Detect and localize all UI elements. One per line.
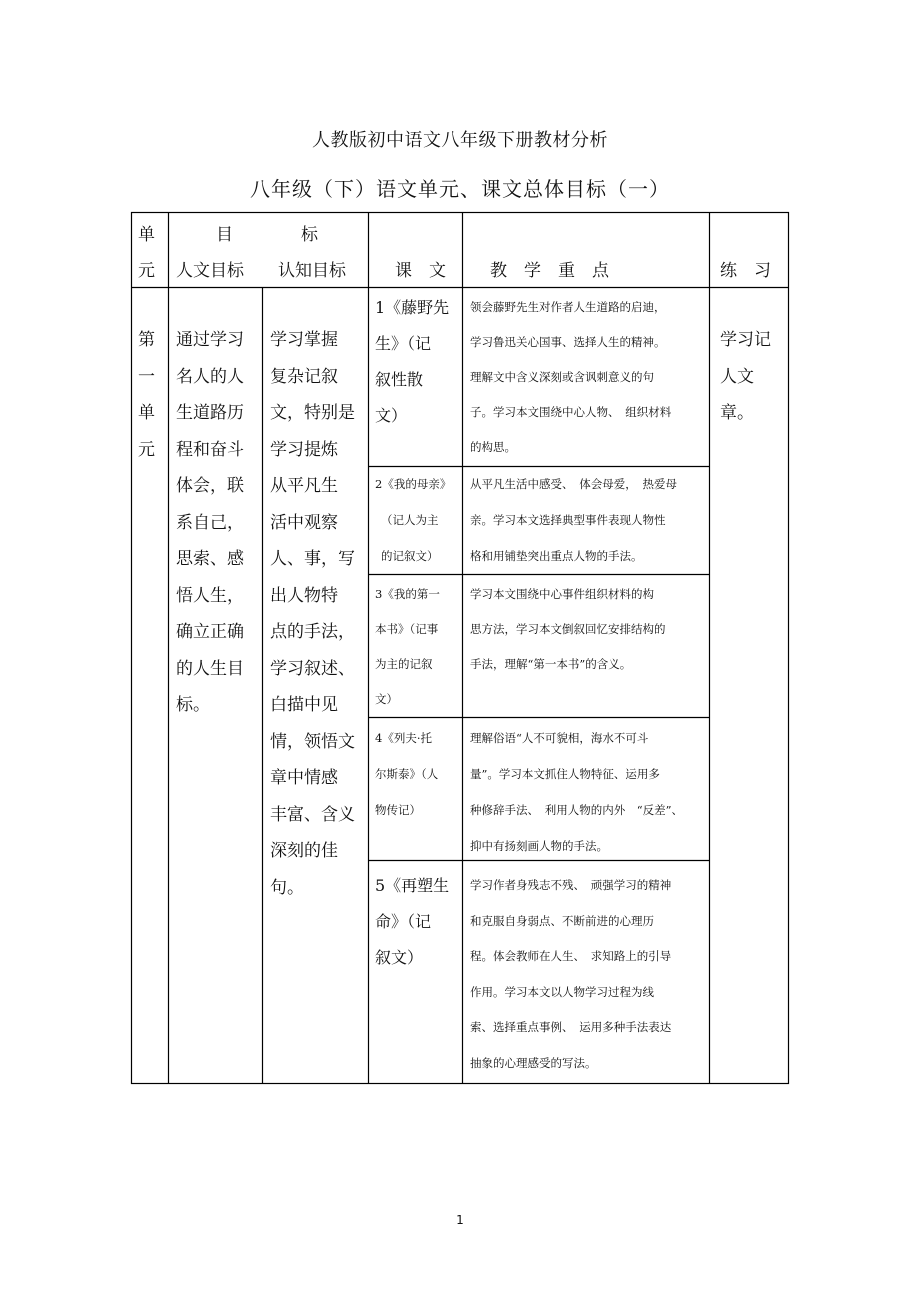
focus-line: 理解俗语“人不可貌相，海水不可斗 [470, 731, 649, 745]
focus-line: 思方法，学习本文倒叙回忆安排结构的 [470, 622, 666, 636]
goal-line: 人、事，写 [270, 549, 355, 569]
humanities-goal [176, 322, 262, 724]
goal-line: 通过学习 [176, 330, 244, 350]
focus-line: 领会藤野先生对作者人生道路的启迪， [470, 300, 666, 314]
focus-line: 抑中有扬刻画人物的手法。 [470, 839, 608, 853]
focus-line: 索、选择重点事例、 运用多种手法表达 [470, 1020, 672, 1034]
lesson-title-line: 尔斯泰》（人 [375, 767, 439, 781]
lesson-title-line: 3《我的第一 [375, 587, 440, 601]
focus-line: 量”。学习本文抓住人物特征、运用多 [470, 767, 660, 781]
header-unit-bottom: 元 [138, 261, 155, 281]
lesson-title-line: 2《我的母亲》 [375, 477, 452, 491]
goal-line: 确立正确 [176, 622, 244, 642]
goal-line: 学习叙述、 [270, 658, 355, 679]
lesson-title-line: （记人为主 [381, 513, 439, 527]
exercise-line: 学习记 [720, 330, 771, 350]
focus-line: 学习鲁迅关心国事、选择人生的精神。 [470, 335, 666, 349]
lesson-title-line: 物传记） [375, 803, 421, 817]
focus-line: 的构思。 [470, 440, 516, 454]
lesson-focus [470, 290, 708, 465]
focus-line: 格和用铺垫突出重点人物的手法。 [470, 549, 643, 563]
goal-line: 深刻的佳 [270, 841, 338, 861]
lesson-title [375, 290, 463, 434]
goal-line: 思索、感 [176, 549, 244, 569]
page-number: 1 [456, 1213, 464, 1227]
goal-line: 情，领悟文 [270, 731, 355, 752]
goal-line: 出人物特 [270, 585, 338, 606]
goal-line: 从平凡生 [270, 476, 338, 496]
focus-line: 作用。学习本文以人物学习过程为线 [470, 984, 654, 999]
lesson-title-line: 生》（记 [375, 334, 432, 353]
header-exercise: 练 习 [720, 261, 771, 281]
focus-line: 种修辞手法、 利用人物的内外 “反差”、 [470, 803, 684, 817]
header-teaching-focus: 教 学 重 点 [490, 261, 609, 281]
lesson-title-line: 的记叙文） [381, 549, 439, 563]
goal-line: 系自己， [176, 512, 244, 533]
goal-line: 句。 [270, 877, 304, 898]
goal-line: 白描中见 [270, 695, 338, 715]
lesson-title-line: 1《藤野先 [375, 298, 450, 317]
lesson-title [375, 466, 463, 574]
goal-line: 章中情感 [270, 768, 338, 788]
focus-line: 亲。学习本文选择典型事件表现人物性 [470, 513, 666, 527]
goal-line: 学习提炼 [270, 439, 338, 460]
exercise-line: 章。 [720, 403, 754, 423]
lesson-focus [470, 466, 708, 574]
lesson-focus [470, 720, 708, 864]
goal-line: 悟人生， [176, 585, 244, 606]
goal-line: 程和奋斗 [176, 439, 244, 460]
goal-line: 文，特别是 [270, 403, 355, 423]
goal-line: 复杂记叙 [270, 366, 338, 387]
header-text: 课 文 [395, 261, 446, 281]
header-unit-top: 单 [138, 225, 155, 245]
focus-line: 学习本文围绕中心事件组织材料的构 [470, 587, 654, 601]
header-humanities-goal: 人文目标 [176, 261, 244, 281]
unit-name [138, 322, 155, 468]
focus-line: 和克服自身弱点、不断前进的心理历 [470, 913, 654, 928]
lesson-title-line: 本书》（记事 [375, 622, 439, 636]
unit-name-char: 第 [138, 330, 155, 350]
lesson-title-line: 命》（记 [375, 912, 432, 931]
goal-line: 标。 [176, 695, 210, 715]
exercise-line: 人文 [720, 366, 754, 387]
unit-name-char: 一 [138, 366, 155, 387]
focus-line: 子。学习本文围绕中心人物、 组织材料 [470, 405, 672, 419]
lesson-title-line: 为主的记叙 [375, 657, 433, 671]
lesson-title [375, 720, 463, 828]
goal-line: 点的手法， [270, 622, 355, 642]
goal-line: 生道路历 [176, 403, 244, 423]
focus-line: 手法，理解“第一本书”的含义。 [470, 657, 632, 671]
lesson-focus [470, 868, 708, 1081]
goal-line: 的人生目 [176, 658, 244, 679]
focus-line: 程。体会教师在人生、 求知路上的引导 [470, 949, 672, 963]
lesson-title-line: 叙性散 [375, 370, 424, 389]
exercise [720, 322, 786, 432]
focus-line: 从平凡生活中感受、 体会母爱， 热爱母 [470, 477, 677, 491]
header-cognition-goal: 认知目标 [278, 261, 346, 281]
lesson-title-line: 5《再塑生 [375, 876, 450, 895]
lesson-title-line: 4《列夫·托 [375, 731, 432, 745]
goal-line: 体会，联 [176, 476, 244, 496]
unit-name-char: 单 [138, 403, 155, 423]
lesson-title-line: 文） [375, 406, 408, 425]
focus-line: 学习作者身残志不残、 顽强学习的精神 [470, 878, 672, 892]
goal-line: 名人的人 [176, 366, 244, 387]
cognition-goal [270, 322, 368, 906]
lesson-title [375, 868, 463, 976]
lesson-focus [470, 577, 708, 682]
header-goal: 目 标 [216, 225, 318, 245]
table-title: 八年级（下）语文单元、课文总体目标（一） [250, 177, 670, 201]
goal-line: 活中观察 [270, 512, 338, 533]
lesson-title-line: 文） [375, 692, 398, 706]
focus-line: 抽象的心理感受的写法。 [470, 1055, 597, 1070]
unit-name-char: 元 [138, 439, 155, 460]
goal-line: 丰富、含义 [270, 804, 355, 825]
focus-line: 理解文中含义深刻或含讽刺意义的句 [470, 370, 654, 384]
lesson-title-line: 叙文） [375, 948, 424, 967]
lesson-title [375, 577, 463, 717]
document-title: 人教版初中语文八年级下册教材分析 [312, 130, 608, 151]
goal-line: 学习掌握 [270, 330, 338, 350]
